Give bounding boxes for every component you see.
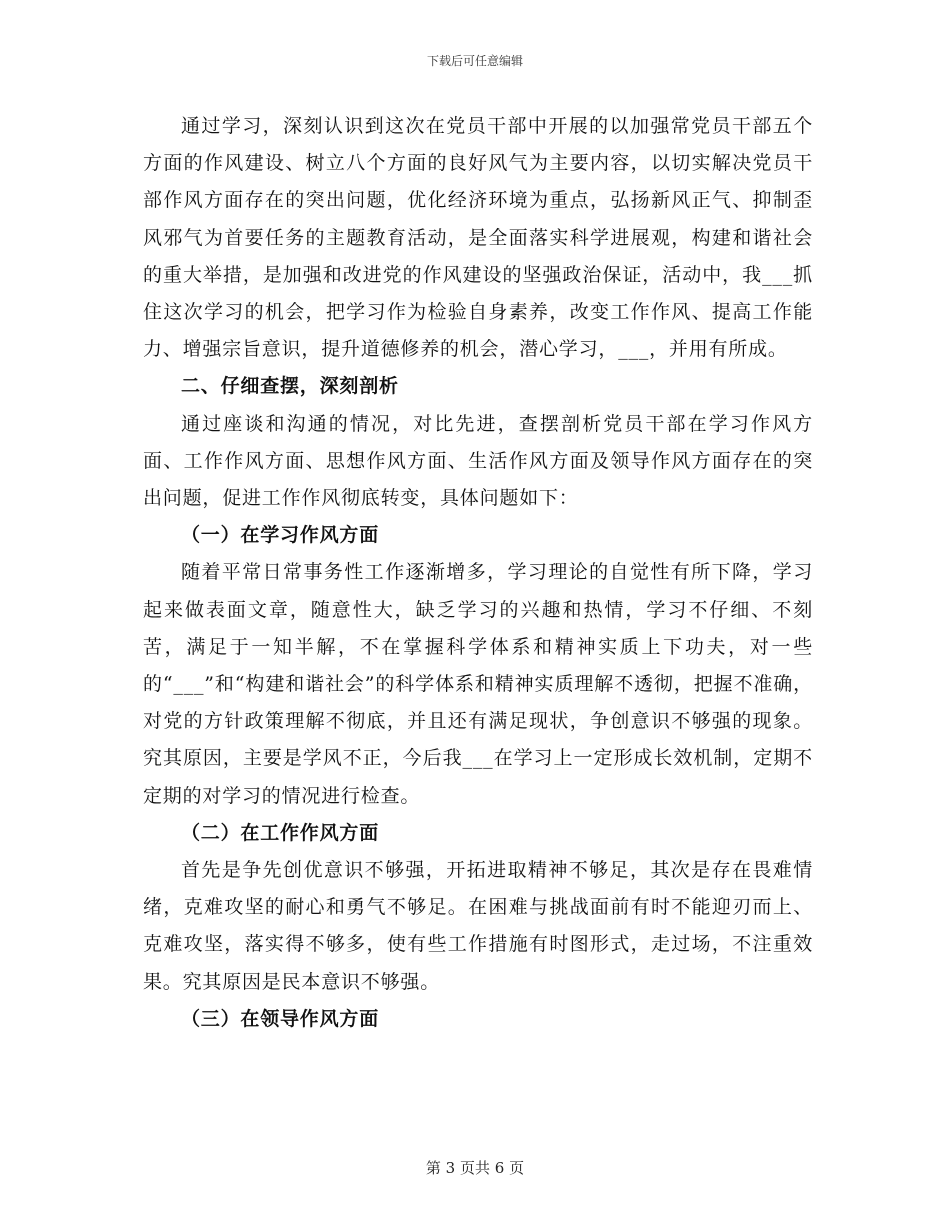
paragraph-study-style: 随着平常日常事务性工作逐渐增多，学习理论的自觉性有所下降，学习起来做表面文章，随意性大，缺乏学习的兴趣和热情，学习不仔细、不刻苦，满足于一知半解，不在掌握科学体系和精神实质上下功夫，对一些的“___”和“构建和谐社会”的科学体系和精神实质理解不透彻，把握不准确，对党的方针政策理解不彻底，并且还有满足现状，争创意识不够强的现象。究其原因，主要是学风不正，今后我___在学习上一定形成长效机制，定期不定期的对学习的情况进行检查。 — [143, 561, 813, 807]
page-number-footer: 第 3 页共 6 页 — [425, 1159, 525, 1177]
paragraph-problem-review: 通过座谈和沟通的情况，对比先进，查摆剖析党员干部在学习作风方面、工作作风方面、思想作风方面、生活作风方面及领导作风方面存在的突出问题，促进工作作风彻底转变，具体问题如下： — [143, 412, 813, 510]
page-header: 下载后可任意编辑 — [426, 54, 523, 68]
document-body — [143, 108, 813, 1038]
paragraph-study-awareness: 通过学习，深刻认识到这次在党员干部中开展的以加强常党员干部五个方面的作风建设、树立八个方面的良好风气为主要内容，以切实解决党员干部作风方面存在的突出问题，优化经济环境为重点，弘扬新风正气、抑制歪风邪气为首要任务的主题教育活动，是全面落实科学进展观，构建和谐社会的重大举措，是加强和改进党的作风建设的坚强政治保证，活动中，我___抓住这次学习的机会，把学习作为检验自身素养，改变工作作风、提高工作能力、增强宗旨意识，提升道德修养的机会，潜心学习，___，并用有所成。 — [143, 115, 813, 361]
subsection-heading-study-style: （一）在学习作风方面 — [181, 524, 380, 547]
paragraph-work-style: 首先是争先创优意识不够强，开拓进取精神不够足，其次是存在畏难情绪，克难攻坚的耐心和勇气不够足。在困难与挑战面前有时不能迎刃而上、克难攻坚，落实得不够多，使有些工作措施有时图形式，走过场，不注重效果。究其原因是民本意识不够强。 — [143, 859, 813, 993]
subsection-heading-work-style: （二）在工作作风方面 — [181, 821, 380, 844]
subsection-heading-leadership-style: （三）在领导作风方面 — [181, 1007, 380, 1030]
section-heading-2: 二、仔细查摆，深刻剖析 — [181, 375, 399, 398]
